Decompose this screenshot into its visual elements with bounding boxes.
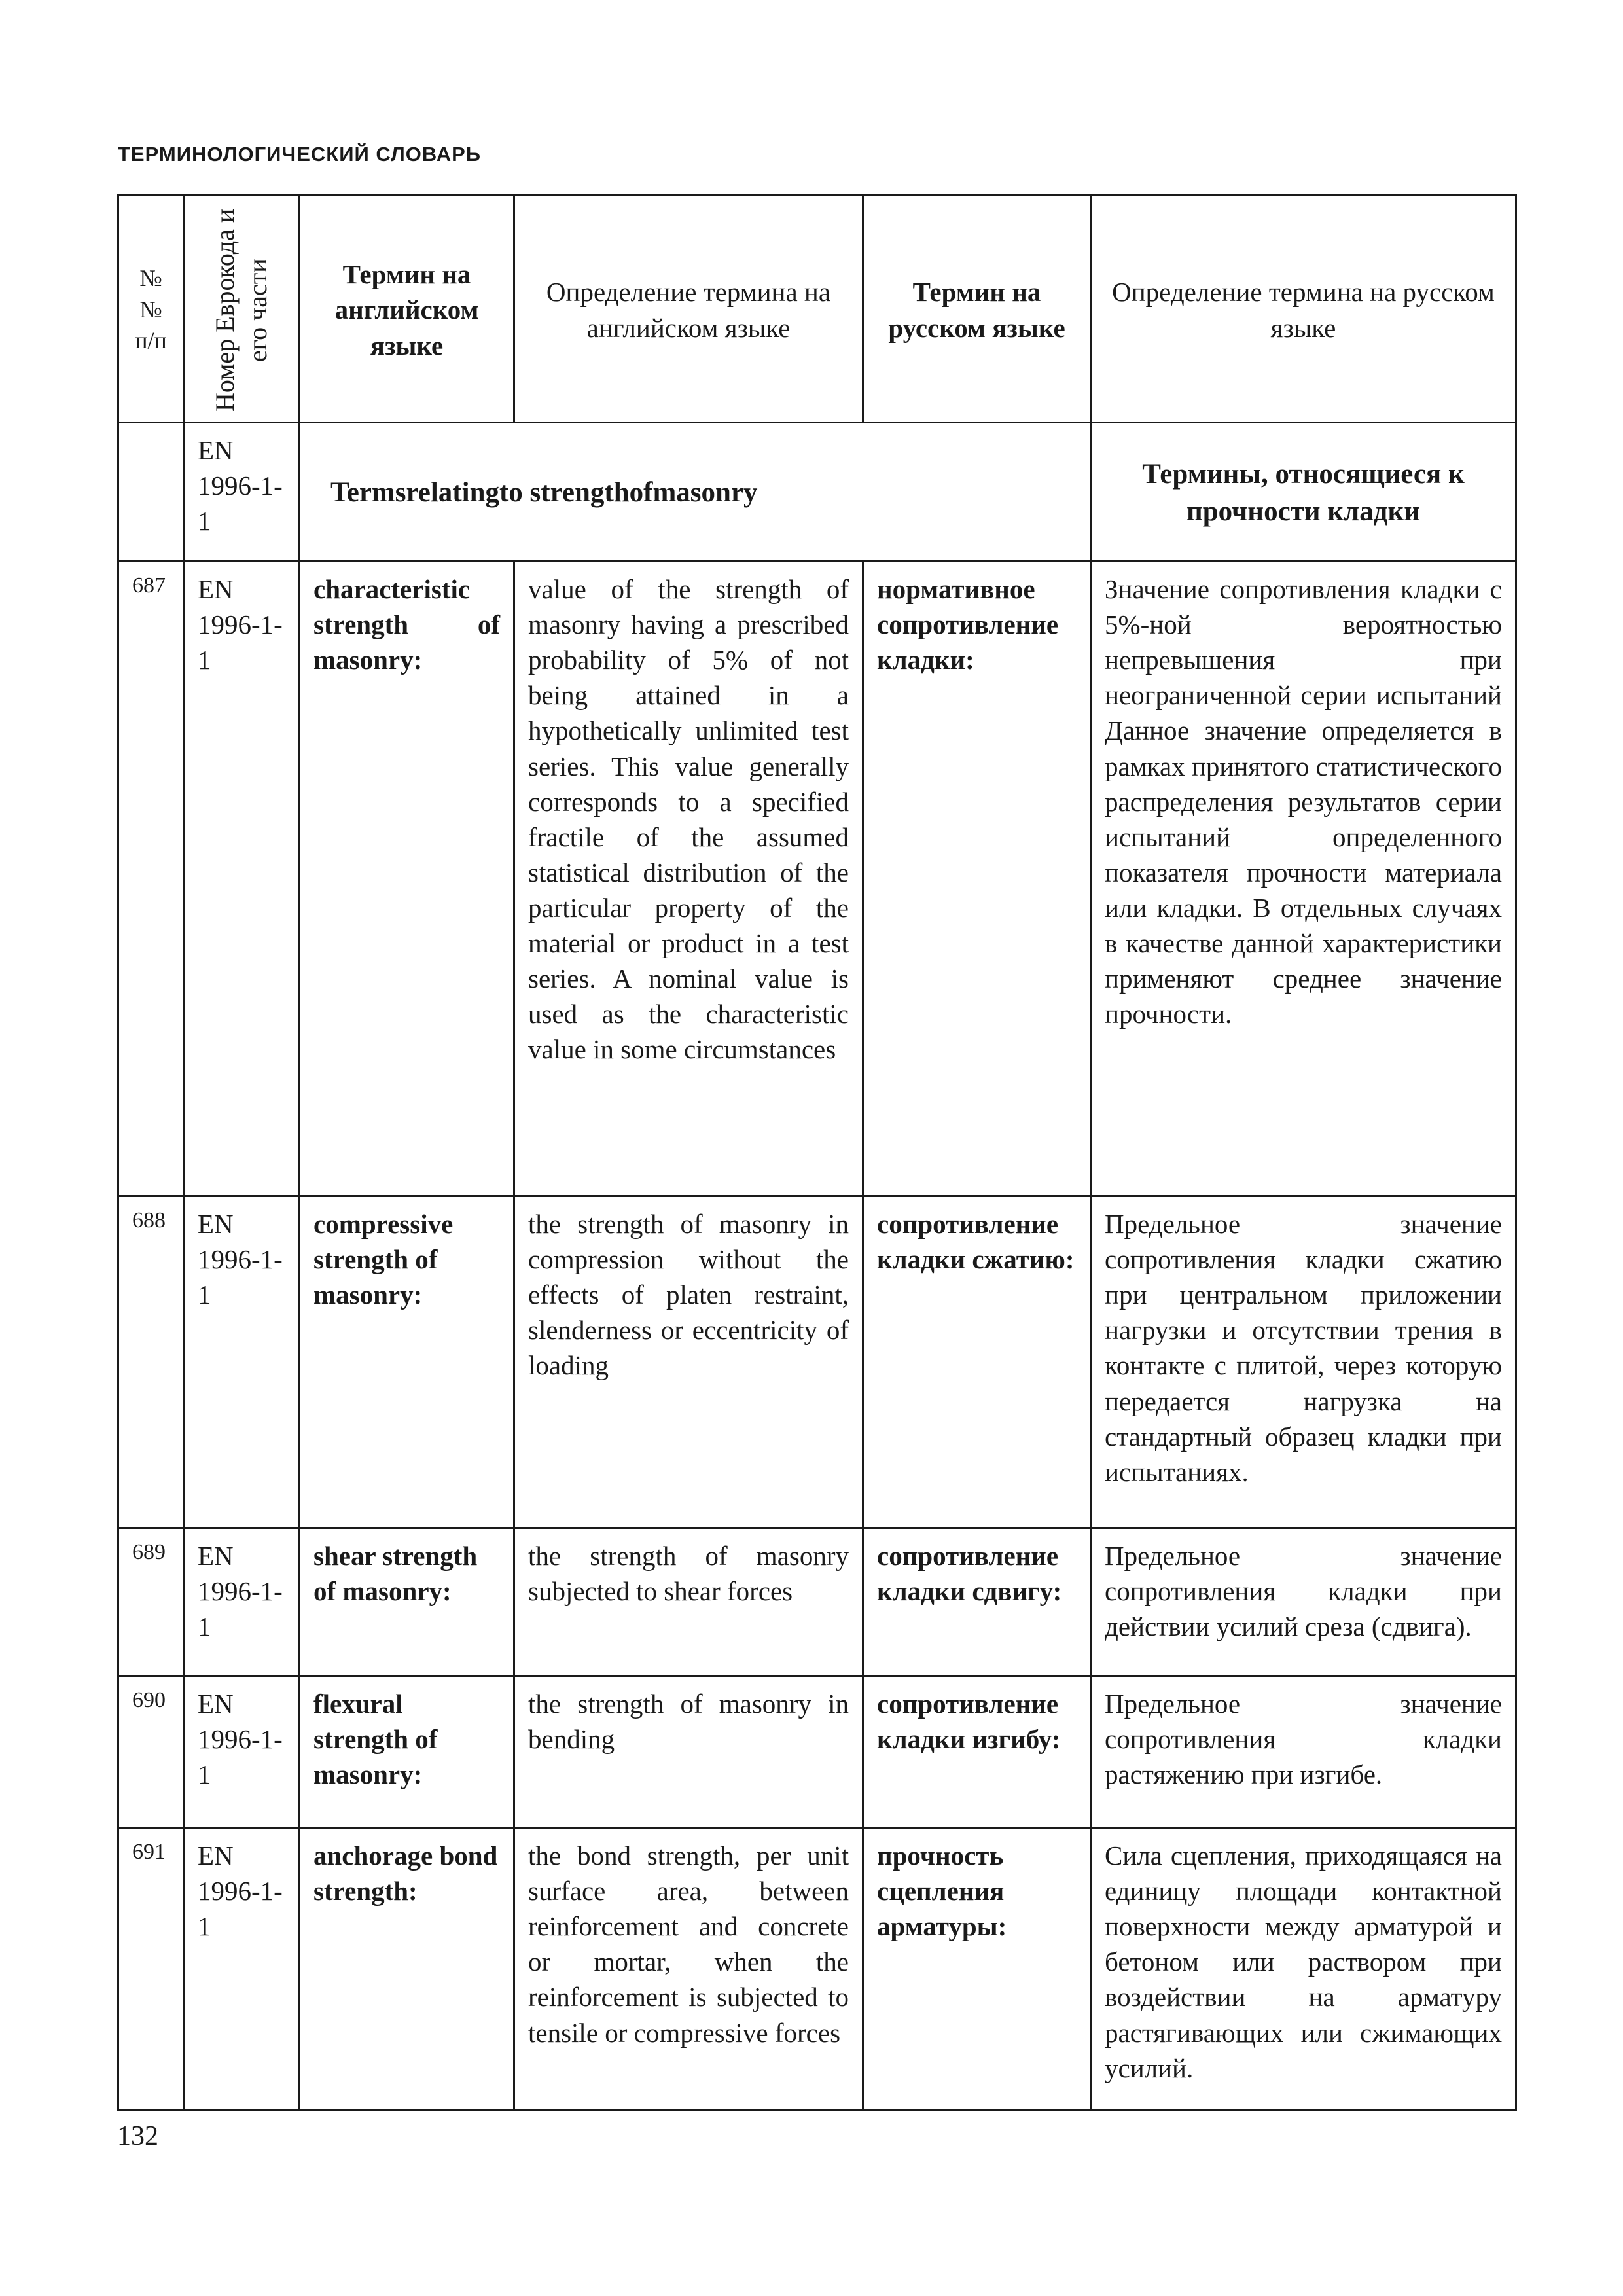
row-def-en: the bond strength, per unit surface area, between reinforcement and concrete or mortar, when the reinforcement is subjected to tensile or compressive forces <box>514 1828 863 2111</box>
table-row <box>118 1196 1516 1528</box>
table-row <box>118 562 1516 1196</box>
table-row <box>118 1676 1516 1828</box>
row-num: 688 <box>118 1196 184 1528</box>
section-title-ru: Термины, относящиеся к прочности кладки <box>1091 423 1516 562</box>
row-term-en: characteristic strength of masonry: <box>300 562 514 1196</box>
header-row <box>118 195 1516 423</box>
row-def-en: the strength of masonry in compression without the effects of platen restraint, slenderness or eccentricity of loading <box>514 1196 863 1528</box>
table-row <box>118 1828 1516 2111</box>
row-term-en: shear strength of masonry: <box>300 1528 514 1676</box>
row-code: EN 1996-1-1 <box>184 1676 300 1828</box>
row-def-ru: Предельное значение сопротивления кладки сжатию при центральном приложении нагрузки и отсутствии трения в контакте с плитой, через которую передается нагрузка на стандартный образец кладки при испытаниях. <box>1091 1196 1516 1528</box>
header-term-ru: Термин на русском языке <box>863 195 1091 423</box>
row-def-en: the strength of masonry in bending <box>514 1676 863 1828</box>
row-def-ru: Предельное значение сопротивления кладки растяжению при изгибе. <box>1091 1676 1516 1828</box>
row-def-en: the strength of masonry subjected to shear forces <box>514 1528 863 1676</box>
row-term-ru: сопротивление кладки сдвигу: <box>863 1528 1091 1676</box>
row-term-en: flexural strength of masonry: <box>300 1676 514 1828</box>
header-num: №№ п/п <box>118 195 184 423</box>
row-code: EN 1996-1-1 <box>184 1828 300 2111</box>
row-def-ru: Значение сопротивления кладки с 5%-ной вероятностью непревышения при неограниченной серии испытаний Данное значение определяется в рамках принятого статистического распределения результатов серии испытаний определенного показателя прочности материала или кладки. В отдельных случаях в качестве данной характеристики применяют среднее значение прочности. <box>1091 562 1516 1196</box>
section-num <box>118 423 184 562</box>
glossary-table <box>117 194 1517 2111</box>
header-eurocode-label: Номер Еврокода и его части <box>210 208 272 412</box>
row-term-ru: нормативное сопротивление кладки: <box>863 562 1091 1196</box>
row-def-en: value of the strength of masonry having a prescribed probability of 5% of not being attained in a hypothetically unlimited test series. This value generally corresponds to a specified fractile of the assumed statistical distribution of the particular property of the material or product in a test series. A nominal value is used as the characteristic value in some circumstances <box>514 562 863 1196</box>
row-num: 689 <box>118 1528 184 1676</box>
header-def-ru: Определение термина на русском языке <box>1091 195 1516 423</box>
row-code: EN 1996-1-1 <box>184 1528 300 1676</box>
section-title-en: Termsrelatingto strengthofmasonry <box>300 423 1091 562</box>
row-num: 691 <box>118 1828 184 2111</box>
row-num: 690 <box>118 1676 184 1828</box>
section-row <box>118 423 1516 562</box>
header-term-en: Термин на английском языке <box>300 195 514 423</box>
table-row <box>118 1528 1516 1676</box>
page-number: 132 <box>117 2121 158 2151</box>
section-code: EN 1996-1-1 <box>184 423 300 562</box>
row-term-en: compressive strength of masonry: <box>300 1196 514 1528</box>
header-eurocode <box>184 195 300 423</box>
row-term-en: anchorage bond strength: <box>300 1828 514 2111</box>
row-def-ru: Предельное значение сопротивления кладки при действии усилий среза (сдвига). <box>1091 1528 1516 1676</box>
row-term-ru: прочность сцепления арматуры: <box>863 1828 1091 2111</box>
row-def-ru: Сила сцепления, приходящаяся на единицу площади контактной поверхности между арматурой и бетоном или раствором при воздействии на арматуру растягивающих или сжимающих усилий. <box>1091 1828 1516 2111</box>
row-code: EN 1996-1-1 <box>184 562 300 1196</box>
row-term-ru: сопротивление кладки сжатию: <box>863 1196 1091 1528</box>
row-term-ru: сопротивление кладки изгибу: <box>863 1676 1091 1828</box>
row-num: 687 <box>118 562 184 1196</box>
header-def-en: Определение термина на английском языке <box>514 195 863 423</box>
running-head: ТЕРМИНОЛОГИЧЕСКИЙ СЛОВАРЬ <box>118 143 482 166</box>
row-code: EN 1996-1-1 <box>184 1196 300 1528</box>
